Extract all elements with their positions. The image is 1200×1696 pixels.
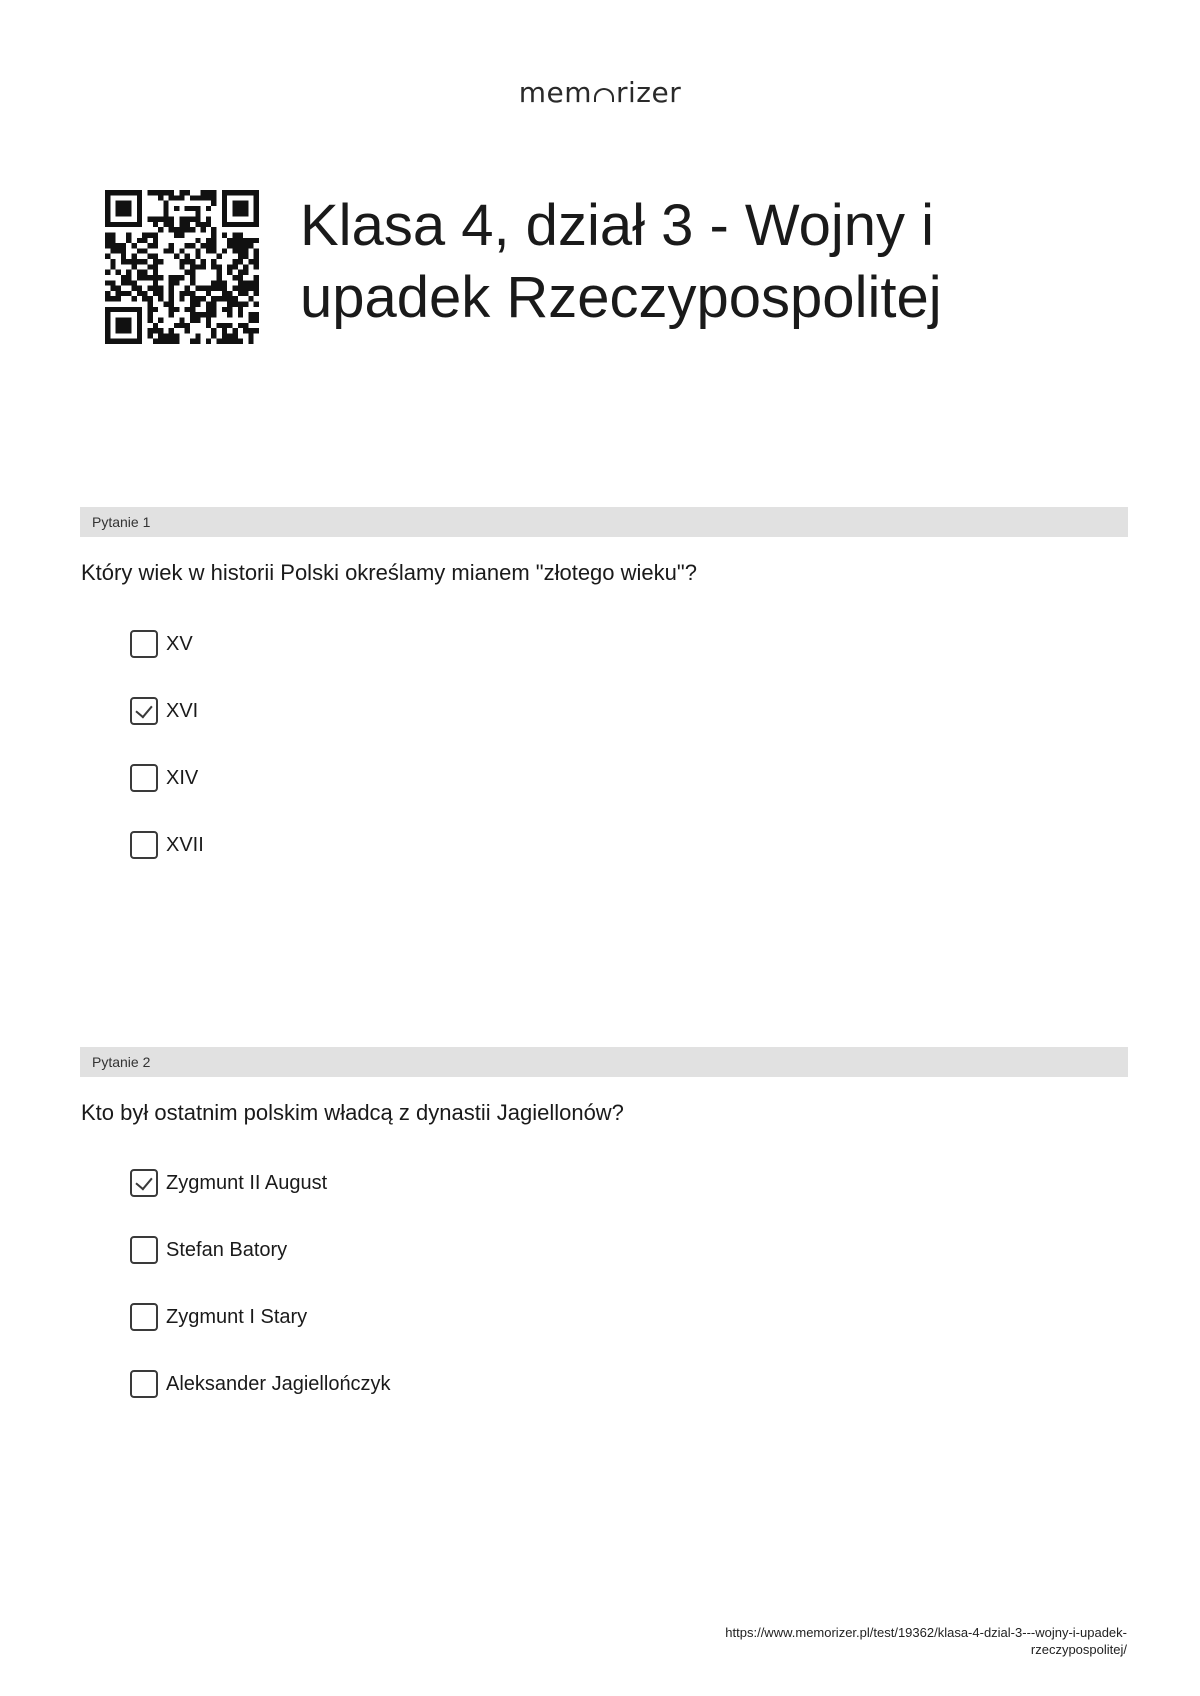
question-1-header: Pytanie 1 bbox=[80, 507, 1128, 537]
option-label: XVI bbox=[166, 699, 199, 722]
option-label: Zygmunt I Stary bbox=[166, 1305, 308, 1328]
question-1-option-4[interactable] bbox=[130, 830, 204, 860]
question-1-text: Który wiek w historii Polski określamy mianem "złotego wieku"? bbox=[81, 560, 697, 585]
question-2-option-4[interactable] bbox=[130, 1369, 391, 1399]
footer-url-line-2[interactable]: rzeczypospolitej/ bbox=[1030, 1642, 1127, 1657]
logo-text-right: rizer bbox=[616, 76, 682, 109]
checkbox[interactable] bbox=[130, 1370, 158, 1398]
checkbox[interactable] bbox=[130, 1169, 158, 1197]
question-2-option-2[interactable] bbox=[130, 1235, 287, 1265]
option-label: XV bbox=[166, 632, 193, 655]
memorizer-logo bbox=[0, 76, 1200, 109]
question-1-option-1[interactable] bbox=[130, 629, 193, 659]
option-label: Stefan Batory bbox=[166, 1238, 288, 1261]
option-label: XVII bbox=[166, 833, 204, 856]
checkbox[interactable] bbox=[130, 1236, 158, 1264]
question-2-header: Pytanie 2 bbox=[80, 1047, 1128, 1077]
checkbox[interactable] bbox=[130, 831, 158, 859]
title-line-2: upadek Rzeczypospolitej bbox=[300, 265, 942, 330]
question-1-option-3[interactable] bbox=[130, 763, 198, 793]
question-2-option-3[interactable] bbox=[130, 1302, 307, 1332]
footer-url[interactable] bbox=[627, 1624, 1127, 1658]
question-2-text: Kto był ostatnim polskim władcą z dynastii Jagiellonów? bbox=[81, 1100, 624, 1125]
option-label: Aleksander Jagiellończyk bbox=[166, 1372, 391, 1395]
checkbox[interactable] bbox=[130, 630, 158, 658]
logo-text-left: mem bbox=[518, 76, 593, 109]
page-title bbox=[300, 190, 1120, 334]
qr-code-icon bbox=[105, 190, 259, 344]
footer-url-line-1[interactable]: https://www.memorizer.pl/test/19362/klasa-4-dzial-3---wojny-i-upadek- bbox=[725, 1625, 1127, 1640]
title-line-1: Klasa 4, dział 3 - Wojny i bbox=[300, 193, 934, 258]
checkbox[interactable] bbox=[130, 697, 158, 725]
checkbox[interactable] bbox=[130, 1303, 158, 1331]
option-label: Zygmunt II August bbox=[166, 1171, 328, 1194]
logo-arc-icon bbox=[594, 88, 614, 102]
option-label: XIV bbox=[166, 766, 199, 789]
checkbox[interactable] bbox=[130, 764, 158, 792]
question-1-option-2[interactable] bbox=[130, 696, 198, 726]
question-2-option-1[interactable] bbox=[130, 1168, 327, 1198]
